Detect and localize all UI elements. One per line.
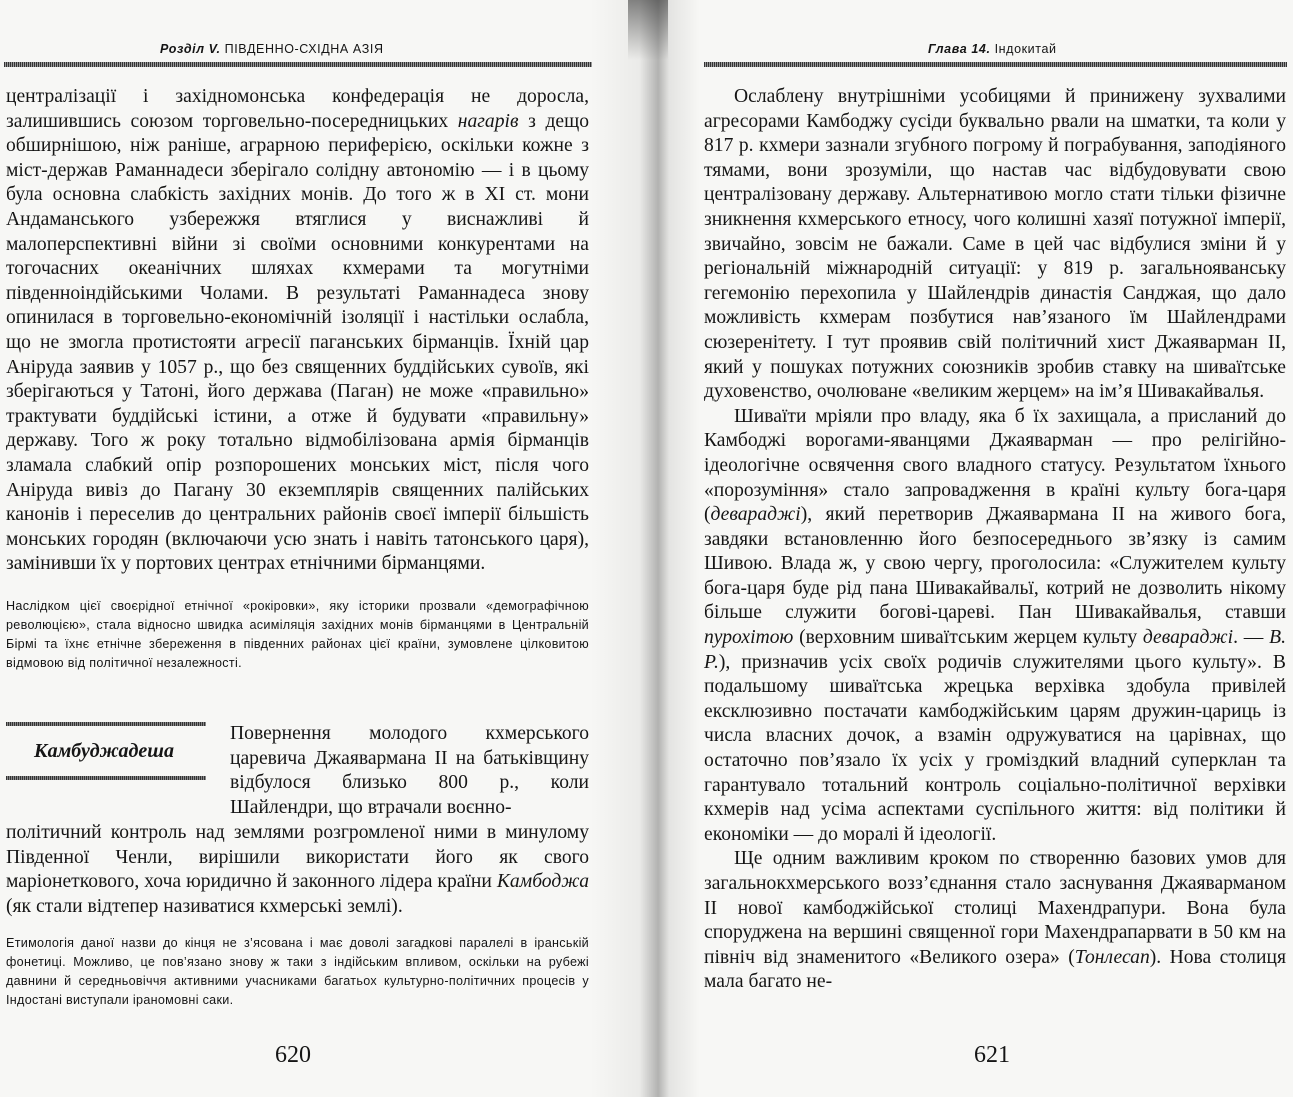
paragraph — [704, 405, 1286, 848]
header-rule — [4, 62, 592, 67]
running-header-right — [928, 42, 1057, 56]
italic-term: нагарів — [457, 110, 519, 132]
paragraph — [704, 847, 1286, 995]
main-text — [704, 85, 1286, 995]
section-heading: Камбуджадеша — [34, 740, 174, 762]
footnote-block: Наслідком цієї своєрідної етнічної «рокіровки», яку історики прозвали «демографічною революцією», стала відносно швидка асиміляція західних монів бірманцями в Центральній Бірмі та їхнє етнічне збереження в південних районах цієї країни, зумовлене цілковитою відмовою від політичної незалежності. — [6, 599, 589, 670]
main-paragraph — [6, 85, 589, 577]
section-continuation-text — [6, 821, 589, 919]
section-heading-box — [6, 718, 206, 782]
paragraph-text: Ще одним важливим кроком по створенню базових умов для загальнокхмерського возз’єднання стало заснування Джаяварманом II нової камбоджійської столиці Махендрапури. Вона була споруджена на вершині священної гори Махендрапарвати в 50 км на північ від знаменитого «Великого озера» ( — [704, 848, 1286, 968]
paragraph-text: Шиваїти мріяли про владу, яка б їх захищала, а присланий до Камбоджі ворогами-яванцями Джаяварман — про релігійно-ідеологічне освячення свого владного статусу. Результатом їхнього «порозуміння» стало запровадження в країні культу бога-царя ( — [704, 405, 1286, 526]
italic-term: Тонлесап — [1074, 946, 1150, 968]
header-section-label: Розділ V. — [160, 42, 221, 56]
author-initials: В. Р. — [704, 627, 1286, 673]
paragraph-text: ). Нова столиця мала багато не- — [704, 946, 1286, 993]
paragraph-text: (як стали відтепер називатися кхмерські землі). — [6, 895, 403, 917]
header-title: ПІВДЕННО-СХІДНА АЗІЯ — [224, 42, 384, 56]
paragraph-text: ), який перетворив Джаявармана II на живого бога, завдяки встановленню його безпосереднього зв’язку із самим Шивою. Влада ж, у свою чергу, проголосила: «Служителем культу бога-царя буде рід пана Шивакайвальї, котрий не дозволить нікому більше служити богові-цареві. Пан Шивакайвалья, ставши — [704, 504, 1286, 624]
left-page — [0, 0, 638, 1097]
paragraph-text: ), призначив усіх своїх родичів служителями цього культу». В подальшому шиваїтська жрецька верхівка здобула привілей ексклюзивно постачати камбоджійським царям дружин-цариць із числа власних дочок, а взамін одружуватися на царівнах, що остаточно пов’язало їх усіх у громіздкий владний суперклан та гарантувало тотальний контроль соціально-політичної верхівки кхмерів над усіма аспектами суспільного життя: від політики й економіки — до моралі й ідеології. — [704, 651, 1286, 845]
paragraph-text: (верховним шиваїтським жерцем культу — [793, 627, 1143, 649]
header-section-label: Глава 14. — [928, 42, 991, 56]
italic-term: пурохітою — [704, 627, 794, 649]
italic-term: девараджі — [710, 504, 801, 526]
footnote-block: Етимологія даної назви до кінця не з’ясована і має доволі загадкові паралелі в іранській фонетиці. Можливо, це пов’язано знову ж таки з індійським впливом, оскільки на рубежі давнини й середньовіччя активними учасниками багатьох культурно-політичних процесів у Індостані виступали іраномовні саки. — [6, 936, 589, 1007]
heading-rule-bottom — [6, 776, 206, 780]
paragraph-text: . — — [1233, 627, 1270, 649]
page-number: 621 — [974, 1042, 1010, 1068]
italic-term: Камбоджа — [496, 871, 589, 893]
paragraph: Ослаблену внутрішніми усобицями й принижену зухвалими агресорами Камбоджу сусіди буквально рвали на шматки, та коли у 817 р. кхмери зазнали згубного погрому й пограбування, заподіяного тямами, вони зрозуміли, що настав час відбудовувати свою централізовану державу. Альтернативою могло стати тільки фізичне зникнення кхмерського етносу, чого колишні хазяї потужної імперії, звичайно, зовсім не бажали. Саме в цей час відбулися зміни й у регіональній міжнародній ситуації: у 819 р. загальнояванську гегемонію перехопила у Шайлендрів династія Санджая, що дало можливість кхмерам позбутися нав’язаного їм Шайлендрами сюзеренітету. І тут проявив свій політичний хист Джаяварман II, який у пошуках потужних союзників зробив ставку на шиваїтське духовенство, очолюване «великим жерцем» на ім’я Шивакайвалья. — [704, 86, 1286, 403]
italic-term: девараджі — [1142, 627, 1234, 649]
header-rule — [704, 62, 1287, 67]
heading-rule-top — [6, 722, 206, 726]
running-header-left — [160, 42, 384, 56]
paragraph-text: централізації і західномонська конфедерація не доросла, залишившись союзом торговельно-посередницьких — [6, 86, 589, 132]
paragraph-text: з дещо обширнішою, ніж раніше, аграрною периферією, оскільки кожне з міст-держав Раманнадеси зберігало солідну автономію — і в цьому була основна слабкість західних монів. До того ж в XI ст. мони Андаманського узбережжя втяглися у виснажливі й малоперспективні війни зі своїми основними конкурентами на тогочасних океанічних шляхах кхмерами та могутніми південноіндійськими Чолами. В результаті Раманнадеса знову опинилася в торговельно-економічній ізоляції і настільки ослабла, що не змогла протистояти агресії паганських бірманців. Їхній цар Аніруда заявив у 1057 р., що без священних буддійських сувоїв, які зберігаються у Татоні, його держава (Паган) не може «правильно» трактувати буддійські істини, а отже й будувати «правильну» державу. Того ж року тотально відмобілізована армія бірманців зламала слабкий опір розпорошених монських міст, після чого Аніруда вивіз до Пагану 30 екземплярів священних палійських канонів і переселив до центральних районів своєї імперії більшість монських городян (включаючи усю знать і навіть татонського царя), замінивши їх у портових центрах етнічними бірманцями. — [6, 110, 589, 575]
page-number: 620 — [275, 1042, 311, 1068]
header-title: Індокитай — [994, 42, 1057, 56]
section-intro-text: Повернення молодого кхмерського царевича Джаявармана II на батьківщину відбулося близько 800 р., коли Шайлендри, що втрачали воєнно- — [230, 723, 589, 818]
right-page — [638, 0, 1293, 1097]
paragraph-text: політичний контроль над землями розгромленої ними в минулому Південної Ченли, вирішили використати його як свого маріонеткового, хоча юридично й законного лідера країни — [6, 822, 589, 893]
